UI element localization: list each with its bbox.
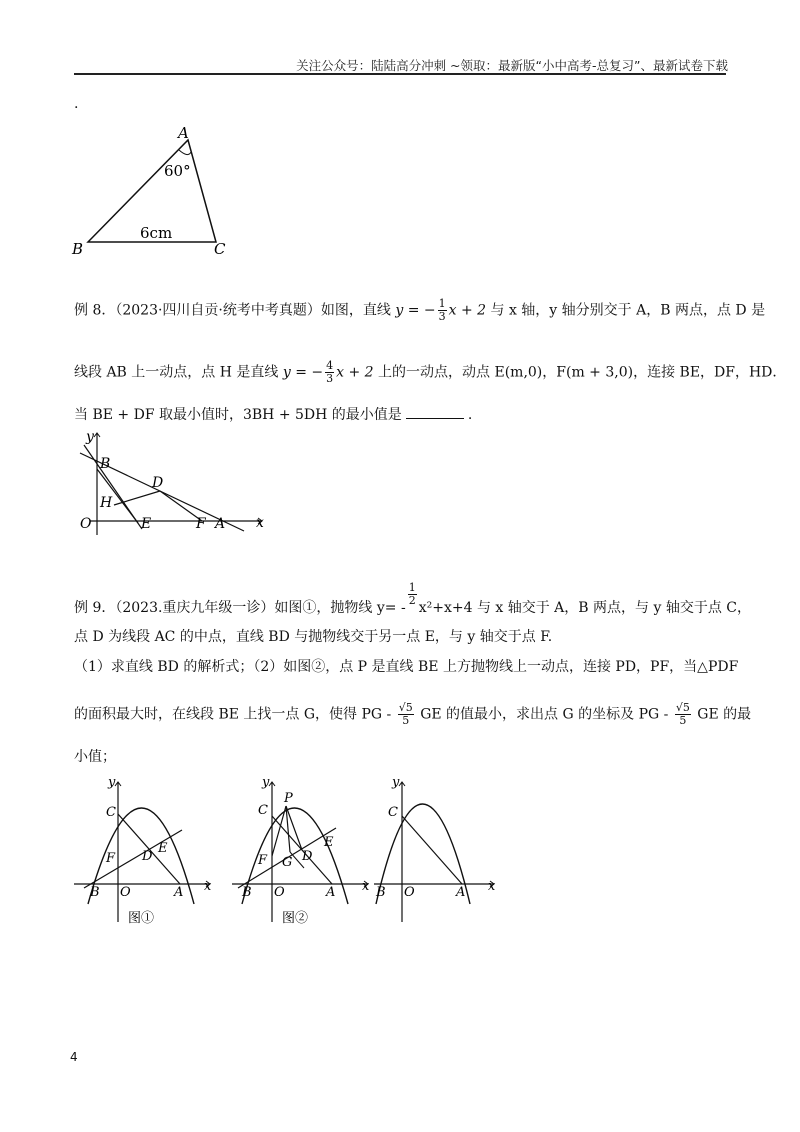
g2-y-label: y (262, 775, 270, 790)
g1-y-label: y (108, 775, 116, 790)
g3-o-label: O (404, 885, 415, 900)
g2-o-label: O (274, 885, 285, 900)
g2-b-label: B (242, 885, 252, 900)
sqrt5-over-5-a: $\frac{√5}{5}$ (398, 701, 413, 727)
vertex-a-label: A (178, 124, 189, 142)
ex9-line-1: 例 9．（2023.重庆九年级一诊）如图①，抛物线 y= - $\frac{1}{2}$ x²+x+4 与 x 轴交于 A，B 两点，与 y 轴交于点 C， (74, 581, 752, 616)
fig8-e-label: E (141, 516, 152, 532)
g1-e-label: E (158, 841, 168, 856)
fraction-1-2: $\frac{1}{2}$ (408, 581, 416, 607)
g1-caption: 图① (128, 911, 155, 926)
side-label: 6cm (140, 224, 173, 242)
g1-o-label: O (120, 885, 131, 900)
vertex-c-label: C (214, 240, 226, 258)
g1-d-label: D (142, 849, 153, 864)
g1-b-label: B (90, 885, 100, 900)
fig8-x-label: x (256, 515, 264, 531)
sqrt5-over-5-b: $\frac{√5}{5}$ (675, 701, 690, 727)
fraction-1-3: $\frac{1}{3}$ (438, 297, 446, 323)
ex8-figure (72, 425, 272, 545)
fig8-y-label: y (86, 429, 94, 445)
fig8-b-label: B (100, 456, 111, 472)
g2-c-label: C (258, 803, 268, 818)
g2-caption: 图② (282, 911, 309, 926)
ex8-line-3: 当 BE + DF 取最小值时，3BH + 5DH 的最小值是 . (74, 407, 473, 423)
graph-2 (232, 775, 370, 926)
page-number: 4 (70, 1050, 78, 1064)
page-header: 关注公众号：陆陆高分冲刺 ~领取：最新版“小中高考-总复习”、最新试卷下载 (296, 58, 728, 73)
g2-d-label: D (302, 849, 313, 864)
ex9-figures (70, 772, 510, 932)
g3-a-label: A (456, 885, 466, 900)
fig8-f-label: F (196, 516, 206, 532)
vertex-b-label: B (72, 240, 84, 258)
g2-g-label: G (282, 855, 293, 870)
g2-x-label: x (362, 879, 370, 894)
g2-a-label: A (326, 885, 336, 900)
ex9-line-3: （1）求直线 BD 的解析式；（2）如图②，点 P 是直线 BE 上方抛物线上一动点，连接 PD，PF，当△PDF (74, 659, 739, 675)
g1-x-label: x (204, 879, 212, 894)
g3-x-label: x (488, 879, 496, 894)
fig8-h-label: H (100, 495, 113, 511)
ex9-line-4: 的面积最大时，在线段 BE 上找一点 G，使得 PG - $\frac{√5}{5}$ GE 的值最小，求出点 G 的坐标及 PG - $\frac{√5}{5}$ GE 的最 (74, 701, 752, 727)
fig8-o-label: O (80, 516, 92, 532)
g3-y-label: y (392, 775, 400, 790)
ex9-line-2: 点 D 为线段 AC 的中点，直线 BD 与抛物线交于另一点 E，与 y 轴交于点 F. (74, 629, 553, 645)
g2-e-label: E (324, 835, 334, 850)
g2-p-label: P (284, 791, 293, 806)
ex8-line-2: 线段 AB 上一动点，点 H 是直线 y = − $\frac{4}{3}$ x + 2 上的一动点，动点 E(m,0)，F(m + 3,0)，连接 BE，DF，HD． (74, 359, 787, 385)
g1-a-label: A (174, 885, 184, 900)
graph-3 (374, 775, 496, 922)
fig8-d-label: D (152, 475, 164, 491)
answer-blank (406, 406, 464, 419)
ex9-line-5: 小值； (74, 749, 116, 765)
g2-f-label: F (258, 853, 268, 868)
g1-c-label: C (106, 805, 116, 820)
fig8-a-label: A (215, 516, 226, 532)
triangle-figure (66, 120, 246, 260)
graph-1 (74, 775, 212, 926)
g1-f-label: F (106, 851, 116, 866)
ex8-line-1: 例 8．（2023·四川自贡·统考中考真题）如图，直线 y = − $\frac{1}{3}$ x + 2 与 x 轴，y 轴分别交于 A，B 两点，点 D 是 (74, 297, 766, 323)
header-rule (74, 73, 726, 75)
angle-label: 60° (164, 162, 191, 180)
g3-b-label: B (376, 885, 386, 900)
g3-c-label: C (388, 805, 398, 820)
fraction-4-3: $\frac{4}{3}$ (326, 359, 334, 385)
stray-dot: . (74, 96, 79, 112)
